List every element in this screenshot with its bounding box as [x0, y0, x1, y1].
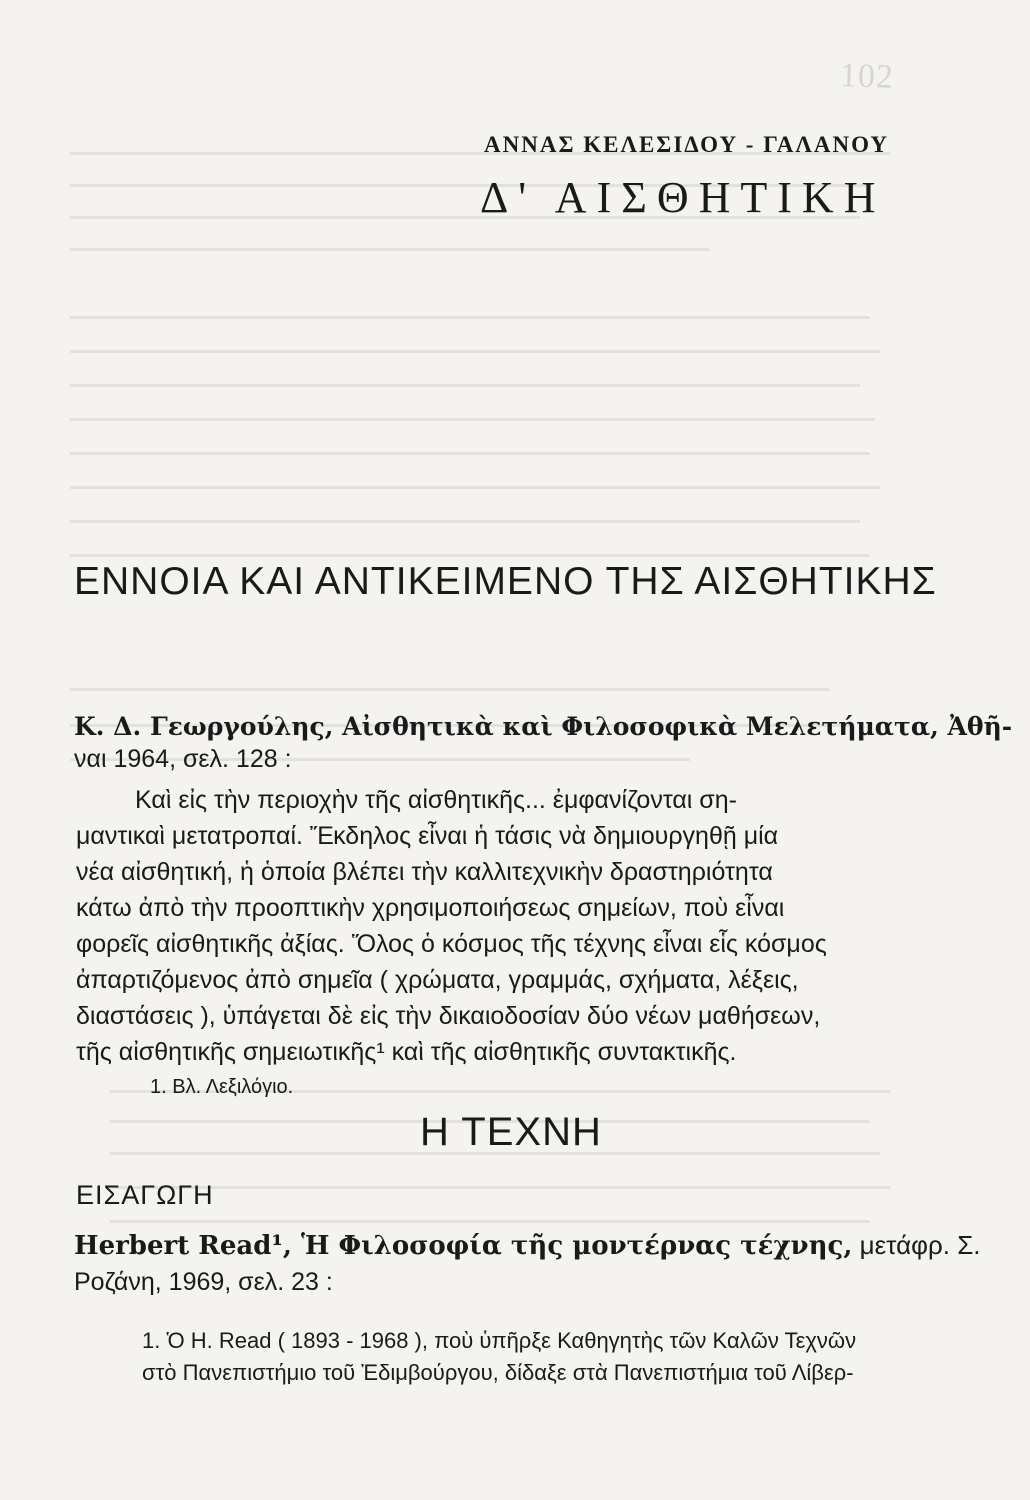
reference1-line1: Κ. Δ. Γεωργούλης, Αἰσθητικὰ καὶ Φιλοσοφικὰ Μελετήματα, Ἀθῆ- [74, 712, 1013, 741]
section-title: ΕΝΝΟΙΑ ΚΑΙ ΑΝΤΙΚΕΙΜΕΝΟ ΤΗΣ ΑΙΣΘΗΤΙΚΗΣ [74, 560, 937, 603]
reference2-line1 [74, 1230, 981, 1261]
subsection-intro: ΕΙΣΑΓΩΓΗ [76, 1180, 214, 1210]
subsection-title: Η ΤΕΧΝΗ [420, 1110, 602, 1154]
chapter-title: Δ' ΑΙΣΘΗΤΙΚΗ [480, 173, 886, 222]
reference2-translator: μετάφρ. Σ. [852, 1230, 981, 1260]
paragraph1-line: Καὶ εἰς τὴν περιοχὴν τῆς αἰσθητικῆς... ἐμφανίζονται ση- [135, 786, 737, 814]
reference1-line2: ναι 1964, σελ. 128 : [74, 745, 292, 773]
paragraph1-line: κάτω ἀπὸ τὴν προοπτικὴν χρησιμοποιήσεως σημείων, ποὺ εἶναι [76, 894, 785, 922]
reference2-line2: Ροζάνη, 1969, σελ. 23 : [74, 1268, 333, 1296]
paragraph1-line: διαστάσεις ), ὑπάγεται δὲ εἰς τὴν δικαιοδοσίαν δύο νέων μαθήσεων, [76, 1002, 821, 1030]
footnote2-line: 1. Ὁ Η. Read ( 1893 - 1968 ), ποὺ ὑπῆρξε Καθηγητὴς τῶν Καλῶν Τεχνῶν [142, 1328, 857, 1353]
reference2-title: Herbert Read¹, Ἡ Φιλοσοφία τῆς μοντέρνας τέχνης, [74, 1231, 853, 1261]
footnote2-line: στὸ Πανεπιστήμιο τοῦ Ἐδιμβούργου, δίδαξε στὰ Πανεπιστήμια τοῦ Λίβερ- [142, 1360, 854, 1385]
paragraph1-line: τῆς αἰσθητικῆς σημειωτικῆς¹ καὶ τῆς αἰσθητικῆς συντακτικῆς. [76, 1038, 737, 1066]
paragraph1-line: φορεῖς αἰσθητικῆς ἀξίας. Ὅλος ὁ κόσμος τῆς τέχνης εἶναι εἷς κόσμος [76, 930, 827, 958]
paragraph1-line: ἀπαρτιζόμενος ἀπὸ σημεῖα ( χρώματα, γραμμάς, σχήματα, λέξεις, [76, 966, 799, 994]
paragraph1-line: μαντικαὶ μετατροπαί. Ἔκδηλος εἶναι ἡ τάσις νὰ δημιουργηθῇ μία [76, 822, 779, 850]
footnote1: 1. Βλ. Λεξιλόγιο. [150, 1076, 294, 1098]
paragraph1-line: νέα αἰσθητική, ἡ ὁποία βλέπει τὴν καλλιτεχνικὴν δραστηριότητα [76, 858, 773, 886]
author-name: ΑΝΝΑΣ ΚΕΛΕΣΙΔΟΥ - ΓΑΛΑΝΟΥ [484, 132, 890, 157]
bleed-through-page-number: 102 [839, 57, 895, 96]
